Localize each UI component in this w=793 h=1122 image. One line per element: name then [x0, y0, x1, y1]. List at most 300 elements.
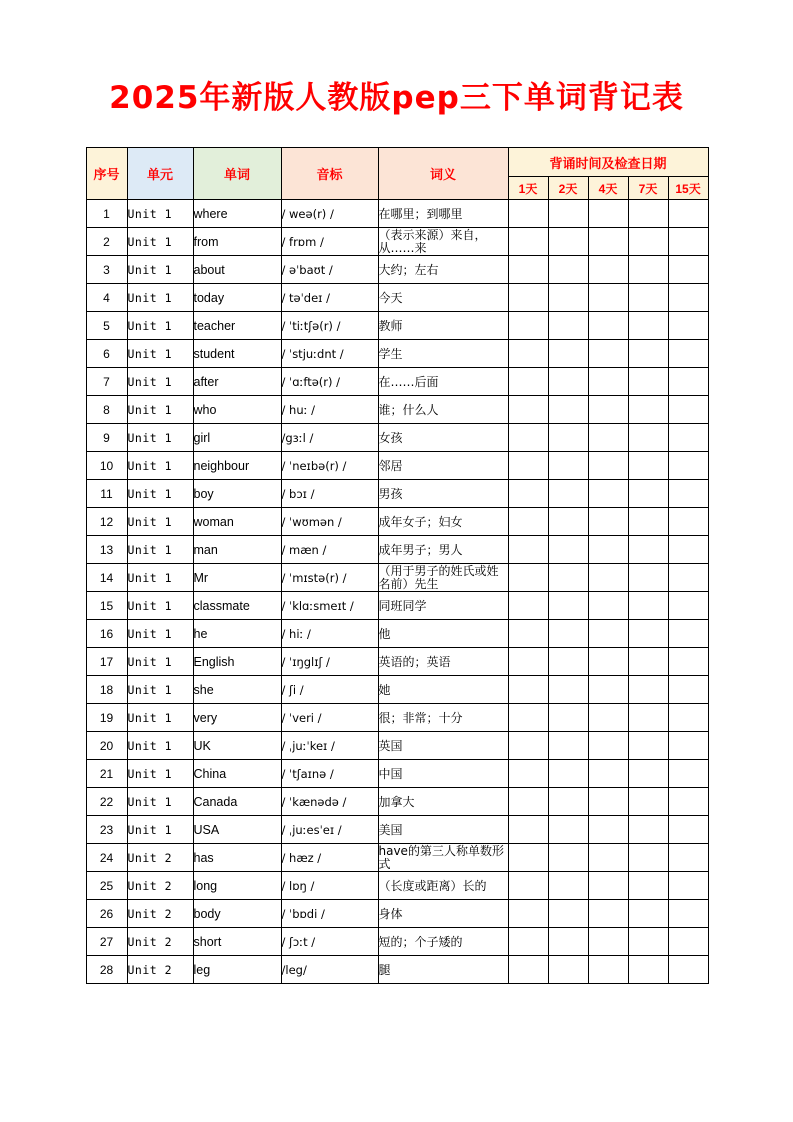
cell-index: 28	[86, 956, 127, 984]
cell-unit: Unit 1	[127, 732, 193, 760]
cell-review-day-2天[interactable]	[548, 592, 588, 620]
cell-review-day-4天[interactable]	[588, 256, 628, 284]
cell-review-day-7天[interactable]	[628, 732, 668, 760]
cell-review-day-4天[interactable]	[588, 900, 628, 928]
cell-review-day-1天[interactable]	[508, 340, 548, 368]
cell-meaning: 腿	[378, 956, 508, 984]
table-row	[86, 284, 708, 312]
cell-review-day-2天[interactable]	[548, 536, 588, 564]
table-row	[86, 424, 708, 452]
cell-review-day-4天[interactable]	[588, 928, 628, 956]
cell-review-day-1天[interactable]	[508, 788, 548, 816]
cell-meaning: 加拿大	[378, 788, 508, 816]
cell-review-day-2天[interactable]	[548, 256, 588, 284]
cell-phonetic: / hæz /	[281, 844, 378, 872]
cell-review-day-1天[interactable]	[508, 956, 548, 984]
cell-meaning: 在……后面	[378, 368, 508, 396]
cell-review-day-15天[interactable]	[668, 340, 708, 368]
cell-review-day-2天[interactable]	[548, 872, 588, 900]
cell-review-day-15天[interactable]	[668, 424, 708, 452]
cell-review-day-15天[interactable]	[668, 452, 708, 480]
cell-word: neighbour	[193, 452, 281, 480]
cell-review-day-2天[interactable]	[548, 312, 588, 340]
header-day-4: 4天	[588, 177, 628, 200]
cell-review-day-2天[interactable]	[548, 816, 588, 844]
cell-review-day-15天[interactable]	[668, 788, 708, 816]
cell-review-day-15天[interactable]	[668, 200, 708, 228]
cell-meaning: 短的；个子矮的	[378, 928, 508, 956]
cell-meaning: 英语的；英语	[378, 648, 508, 676]
cell-unit: Unit 1	[127, 536, 193, 564]
cell-review-day-7天[interactable]	[628, 844, 668, 872]
cell-review-day-15天[interactable]	[668, 648, 708, 676]
table-row	[86, 396, 708, 424]
cell-index: 19	[86, 704, 127, 732]
header-day-7: 7天	[628, 177, 668, 200]
cell-review-day-7天[interactable]	[628, 928, 668, 956]
table-row	[86, 452, 708, 480]
cell-phonetic: / hiː /	[281, 620, 378, 648]
cell-review-day-1天[interactable]	[508, 816, 548, 844]
cell-phonetic: / ˌjuːesˈeɪ /	[281, 816, 378, 844]
cell-word: about	[193, 256, 281, 284]
cell-review-day-7天[interactable]	[628, 648, 668, 676]
cell-word: today	[193, 284, 281, 312]
cell-phonetic: / ˈstjuːdnt /	[281, 340, 378, 368]
cell-review-day-2天[interactable]	[548, 732, 588, 760]
cell-review-day-1天[interactable]	[508, 872, 548, 900]
cell-review-day-1天[interactable]	[508, 844, 548, 872]
cell-review-day-4天[interactable]	[588, 312, 628, 340]
header-days-group: 背诵时间及检查日期	[508, 148, 708, 177]
cell-unit: Unit 2	[127, 900, 193, 928]
cell-review-day-15天[interactable]	[668, 228, 708, 256]
cell-review-day-4天[interactable]	[588, 872, 628, 900]
cell-review-day-2天[interactable]	[548, 760, 588, 788]
cell-phonetic: / ˈtiːtʃə(r) /	[281, 312, 378, 340]
cell-review-day-15天[interactable]	[668, 956, 708, 984]
cell-index: 16	[86, 620, 127, 648]
cell-index: 14	[86, 564, 127, 592]
cell-word: boy	[193, 480, 281, 508]
cell-unit: Unit 1	[127, 200, 193, 228]
cell-unit: Unit 1	[127, 284, 193, 312]
cell-unit: Unit 2	[127, 872, 193, 900]
header-day-15: 15天	[668, 177, 708, 200]
cell-review-day-4天[interactable]	[588, 228, 628, 256]
cell-review-day-4天[interactable]	[588, 452, 628, 480]
cell-unit: Unit 1	[127, 452, 193, 480]
cell-index: 5	[86, 312, 127, 340]
cell-phonetic: / ˈɑːftə(r) /	[281, 368, 378, 396]
cell-phonetic: / ˈbɒdi /	[281, 900, 378, 928]
table-row	[86, 200, 708, 228]
cell-word: girl	[193, 424, 281, 452]
cell-meaning: 大约；左右	[378, 256, 508, 284]
table-row	[86, 900, 708, 928]
cell-review-day-15天[interactable]	[668, 928, 708, 956]
table-row	[86, 816, 708, 844]
cell-review-day-7天[interactable]	[628, 368, 668, 396]
cell-review-day-4天[interactable]	[588, 760, 628, 788]
cell-word: man	[193, 536, 281, 564]
cell-review-day-15天[interactable]	[668, 620, 708, 648]
cell-phonetic: / ˈveri /	[281, 704, 378, 732]
cell-review-day-7天[interactable]	[628, 452, 668, 480]
cell-index: 9	[86, 424, 127, 452]
cell-review-day-4天[interactable]	[588, 368, 628, 396]
cell-review-day-15天[interactable]	[668, 256, 708, 284]
cell-meaning: 女孩	[378, 424, 508, 452]
cell-phonetic: / təˈdeɪ /	[281, 284, 378, 312]
cell-word: has	[193, 844, 281, 872]
cell-review-day-1天[interactable]	[508, 452, 548, 480]
cell-word: woman	[193, 508, 281, 536]
cell-phonetic: / mæn /	[281, 536, 378, 564]
cell-index: 17	[86, 648, 127, 676]
cell-phonetic: / əˈbaʊt /	[281, 256, 378, 284]
cell-meaning: 英国	[378, 732, 508, 760]
cell-meaning: 美国	[378, 816, 508, 844]
cell-review-day-4天[interactable]	[588, 564, 628, 592]
cell-review-day-4天[interactable]	[588, 732, 628, 760]
cell-review-day-4天[interactable]	[588, 620, 628, 648]
cell-index: 4	[86, 284, 127, 312]
cell-review-day-15天[interactable]	[668, 676, 708, 704]
cell-phonetic: / ˈklɑːsmeɪt /	[281, 592, 378, 620]
cell-review-day-4天[interactable]	[588, 536, 628, 564]
cell-unit: Unit 1	[127, 340, 193, 368]
cell-unit: Unit 2	[127, 928, 193, 956]
page-title: 2025年新版人教版pep三下单词背记表	[109, 80, 684, 116]
cell-phonetic: / ʃi /	[281, 676, 378, 704]
table-row	[86, 228, 708, 256]
cell-review-day-15天[interactable]	[668, 592, 708, 620]
header-word: 单词	[193, 148, 281, 200]
cell-meaning: 男孩	[378, 480, 508, 508]
cell-meaning: 他	[378, 620, 508, 648]
cell-index: 15	[86, 592, 127, 620]
vocabulary-table	[86, 147, 709, 984]
cell-review-day-7天[interactable]	[628, 676, 668, 704]
cell-unit: Unit 2	[127, 844, 193, 872]
cell-review-day-2天[interactable]	[548, 620, 588, 648]
cell-review-day-4天[interactable]	[588, 396, 628, 424]
cell-meaning: （表示来源）来自，从……来	[378, 228, 508, 256]
cell-meaning: 今天	[378, 284, 508, 312]
table-row	[86, 676, 708, 704]
cell-review-day-15天[interactable]	[668, 284, 708, 312]
cell-review-day-7天[interactable]	[628, 480, 668, 508]
cell-review-day-1天[interactable]	[508, 424, 548, 452]
cell-word: UK	[193, 732, 281, 760]
cell-review-day-1天[interactable]	[508, 256, 548, 284]
cell-phonetic: / ʃɔːt /	[281, 928, 378, 956]
table-row	[86, 480, 708, 508]
cell-review-day-1天[interactable]	[508, 480, 548, 508]
cell-review-day-15天[interactable]	[668, 480, 708, 508]
cell-meaning: 在哪里；到哪里	[378, 200, 508, 228]
table-row	[86, 844, 708, 872]
cell-review-day-2天[interactable]	[548, 928, 588, 956]
cell-review-day-2天[interactable]	[548, 368, 588, 396]
cell-review-day-1天[interactable]	[508, 508, 548, 536]
cell-meaning: 成年男子；男人	[378, 536, 508, 564]
cell-review-day-1天[interactable]	[508, 592, 548, 620]
cell-review-day-2天[interactable]	[548, 396, 588, 424]
cell-review-day-15天[interactable]	[668, 816, 708, 844]
cell-review-day-1天[interactable]	[508, 564, 548, 592]
cell-review-day-7天[interactable]	[628, 592, 668, 620]
cell-review-day-15天[interactable]	[668, 760, 708, 788]
cell-review-day-7天[interactable]	[628, 760, 668, 788]
cell-review-day-15天[interactable]	[668, 704, 708, 732]
cell-review-day-2天[interactable]	[548, 900, 588, 928]
header-day-1: 1天	[508, 177, 548, 200]
cell-word: Mr	[193, 564, 281, 592]
cell-phonetic: / weə(r) /	[281, 200, 378, 228]
cell-review-day-7天[interactable]	[628, 284, 668, 312]
cell-review-day-4天[interactable]	[588, 704, 628, 732]
table-row	[86, 620, 708, 648]
cell-meaning: 教师	[378, 312, 508, 340]
header-unit: 单元	[127, 148, 193, 200]
cell-word: leg	[193, 956, 281, 984]
cell-index: 20	[86, 732, 127, 760]
cell-index: 11	[86, 480, 127, 508]
cell-review-day-2天[interactable]	[548, 452, 588, 480]
cell-review-day-1天[interactable]	[508, 396, 548, 424]
cell-review-day-15天[interactable]	[668, 564, 708, 592]
cell-unit: Unit 1	[127, 704, 193, 732]
cell-meaning: 学生	[378, 340, 508, 368]
cell-index: 27	[86, 928, 127, 956]
cell-word: very	[193, 704, 281, 732]
cell-phonetic: / lɒŋ /	[281, 872, 378, 900]
cell-review-day-2天[interactable]	[548, 284, 588, 312]
cell-meaning: 成年女子；妇女	[378, 508, 508, 536]
cell-review-day-7天[interactable]	[628, 200, 668, 228]
cell-review-day-15天[interactable]	[668, 508, 708, 536]
cell-review-day-2天[interactable]	[548, 956, 588, 984]
cell-review-day-2天[interactable]	[548, 676, 588, 704]
cell-review-day-7天[interactable]	[628, 788, 668, 816]
cell-meaning: 她	[378, 676, 508, 704]
cell-review-day-7天[interactable]	[628, 508, 668, 536]
cell-review-day-4天[interactable]	[588, 508, 628, 536]
cell-review-day-2天[interactable]	[548, 508, 588, 536]
cell-review-day-2天[interactable]	[548, 424, 588, 452]
cell-word: teacher	[193, 312, 281, 340]
cell-review-day-15天[interactable]	[668, 872, 708, 900]
cell-review-day-15天[interactable]	[668, 368, 708, 396]
cell-review-day-7天[interactable]	[628, 900, 668, 928]
cell-review-day-1天[interactable]	[508, 536, 548, 564]
cell-review-day-15天[interactable]	[668, 844, 708, 872]
table-row	[86, 788, 708, 816]
cell-review-day-1天[interactable]	[508, 676, 548, 704]
cell-word: long	[193, 872, 281, 900]
cell-review-day-1天[interactable]	[508, 732, 548, 760]
cell-review-day-7天[interactable]	[628, 872, 668, 900]
cell-meaning: 很；非常；十分	[378, 704, 508, 732]
cell-phonetic: / bɔɪ /	[281, 480, 378, 508]
cell-review-day-1天[interactable]	[508, 228, 548, 256]
table-body	[86, 200, 708, 984]
cell-unit: Unit 2	[127, 956, 193, 984]
cell-review-day-1天[interactable]	[508, 900, 548, 928]
cell-word: English	[193, 648, 281, 676]
cell-review-day-7天[interactable]	[628, 564, 668, 592]
cell-unit: Unit 1	[127, 676, 193, 704]
cell-phonetic: / ˈneɪbə(r) /	[281, 452, 378, 480]
cell-review-day-2天[interactable]	[548, 228, 588, 256]
cell-word: USA	[193, 816, 281, 844]
cell-review-day-4天[interactable]	[588, 480, 628, 508]
cell-index: 3	[86, 256, 127, 284]
cell-phonetic: / ˈɪŋglɪʃ /	[281, 648, 378, 676]
cell-word: after	[193, 368, 281, 396]
cell-unit: Unit 1	[127, 648, 193, 676]
table-row	[86, 928, 708, 956]
cell-review-day-1天[interactable]	[508, 368, 548, 396]
cell-word: body	[193, 900, 281, 928]
cell-review-day-7天[interactable]	[628, 424, 668, 452]
cell-review-day-4天[interactable]	[588, 816, 628, 844]
cell-review-day-15天[interactable]	[668, 536, 708, 564]
header-meaning: 词义	[378, 148, 508, 200]
cell-review-day-4天[interactable]	[588, 592, 628, 620]
cell-word: from	[193, 228, 281, 256]
cell-review-day-4天[interactable]	[588, 956, 628, 984]
cell-index: 18	[86, 676, 127, 704]
cell-unit: Unit 1	[127, 228, 193, 256]
cell-review-day-15天[interactable]	[668, 396, 708, 424]
cell-word: Canada	[193, 788, 281, 816]
cell-review-day-15天[interactable]	[668, 900, 708, 928]
cell-phonetic: / huː /	[281, 396, 378, 424]
cell-review-day-4天[interactable]	[588, 788, 628, 816]
cell-index: 2	[86, 228, 127, 256]
table-row	[86, 704, 708, 732]
vocab-table-container	[86, 117, 708, 984]
cell-unit: Unit 1	[127, 564, 193, 592]
cell-review-day-4天[interactable]	[588, 200, 628, 228]
cell-review-day-1天[interactable]	[508, 928, 548, 956]
cell-phonetic: / ˈwʊmən /	[281, 508, 378, 536]
cell-unit: Unit 1	[127, 480, 193, 508]
cell-review-day-4天[interactable]	[588, 424, 628, 452]
cell-phonetic: /gɜːl /	[281, 424, 378, 452]
cell-review-day-2天[interactable]	[548, 648, 588, 676]
cell-review-day-7天[interactable]	[628, 256, 668, 284]
cell-word: student	[193, 340, 281, 368]
table-row	[86, 732, 708, 760]
cell-review-day-1天[interactable]	[508, 284, 548, 312]
cell-review-day-2天[interactable]	[548, 340, 588, 368]
cell-review-day-1天[interactable]	[508, 704, 548, 732]
cell-index: 7	[86, 368, 127, 396]
cell-review-day-2天[interactable]	[548, 704, 588, 732]
cell-index: 26	[86, 900, 127, 928]
cell-meaning: 身体	[378, 900, 508, 928]
table-row	[86, 760, 708, 788]
table-header	[86, 148, 708, 200]
cell-review-day-7天[interactable]	[628, 312, 668, 340]
cell-index: 6	[86, 340, 127, 368]
cell-phonetic: / ˈkænədə /	[281, 788, 378, 816]
cell-meaning: 谁；什么人	[378, 396, 508, 424]
cell-review-day-1天[interactable]	[508, 648, 548, 676]
table-row	[86, 312, 708, 340]
table-row	[86, 368, 708, 396]
cell-meaning: （用于男子的姓氏或姓名前）先生	[378, 564, 508, 592]
cell-review-day-4天[interactable]	[588, 676, 628, 704]
cell-review-day-4天[interactable]	[588, 284, 628, 312]
cell-review-day-2天[interactable]	[548, 844, 588, 872]
cell-index: 8	[86, 396, 127, 424]
cell-index: 21	[86, 760, 127, 788]
cell-word: who	[193, 396, 281, 424]
cell-review-day-7天[interactable]	[628, 816, 668, 844]
cell-review-day-7天[interactable]	[628, 228, 668, 256]
cell-index: 25	[86, 872, 127, 900]
cell-review-day-1天[interactable]	[508, 312, 548, 340]
cell-review-day-4天[interactable]	[588, 648, 628, 676]
cell-unit: Unit 1	[127, 312, 193, 340]
cell-review-day-2天[interactable]	[548, 564, 588, 592]
cell-review-day-7天[interactable]	[628, 396, 668, 424]
cell-word: he	[193, 620, 281, 648]
cell-review-day-7天[interactable]	[628, 620, 668, 648]
cell-word: where	[193, 200, 281, 228]
cell-index: 10	[86, 452, 127, 480]
header-day-2: 2天	[548, 177, 588, 200]
cell-index: 22	[86, 788, 127, 816]
cell-unit: Unit 1	[127, 816, 193, 844]
cell-review-day-7天[interactable]	[628, 536, 668, 564]
table-row	[86, 564, 708, 592]
cell-review-day-2天[interactable]	[548, 200, 588, 228]
header-phonetic: 音标	[281, 148, 378, 200]
cell-review-day-1天[interactable]	[508, 200, 548, 228]
table-row	[86, 536, 708, 564]
cell-review-day-1天[interactable]	[508, 760, 548, 788]
cell-review-day-4天[interactable]	[588, 844, 628, 872]
cell-review-day-2天[interactable]	[548, 480, 588, 508]
cell-unit: Unit 1	[127, 368, 193, 396]
cell-phonetic: / ˌjuːˈkeɪ /	[281, 732, 378, 760]
cell-review-day-7天[interactable]	[628, 340, 668, 368]
cell-unit: Unit 1	[127, 760, 193, 788]
header-index: 序号	[86, 148, 127, 200]
cell-review-day-15天[interactable]	[668, 312, 708, 340]
table-row	[86, 340, 708, 368]
cell-unit: Unit 1	[127, 396, 193, 424]
table-row	[86, 872, 708, 900]
cell-index: 23	[86, 816, 127, 844]
cell-review-day-2天[interactable]	[548, 788, 588, 816]
cell-meaning: 中国	[378, 760, 508, 788]
cell-review-day-7天[interactable]	[628, 704, 668, 732]
table-row	[86, 648, 708, 676]
cell-review-day-15天[interactable]	[668, 732, 708, 760]
cell-review-day-7天[interactable]	[628, 956, 668, 984]
table-row	[86, 592, 708, 620]
cell-review-day-1天[interactable]	[508, 620, 548, 648]
cell-unit: Unit 1	[127, 788, 193, 816]
cell-review-day-4天[interactable]	[588, 340, 628, 368]
